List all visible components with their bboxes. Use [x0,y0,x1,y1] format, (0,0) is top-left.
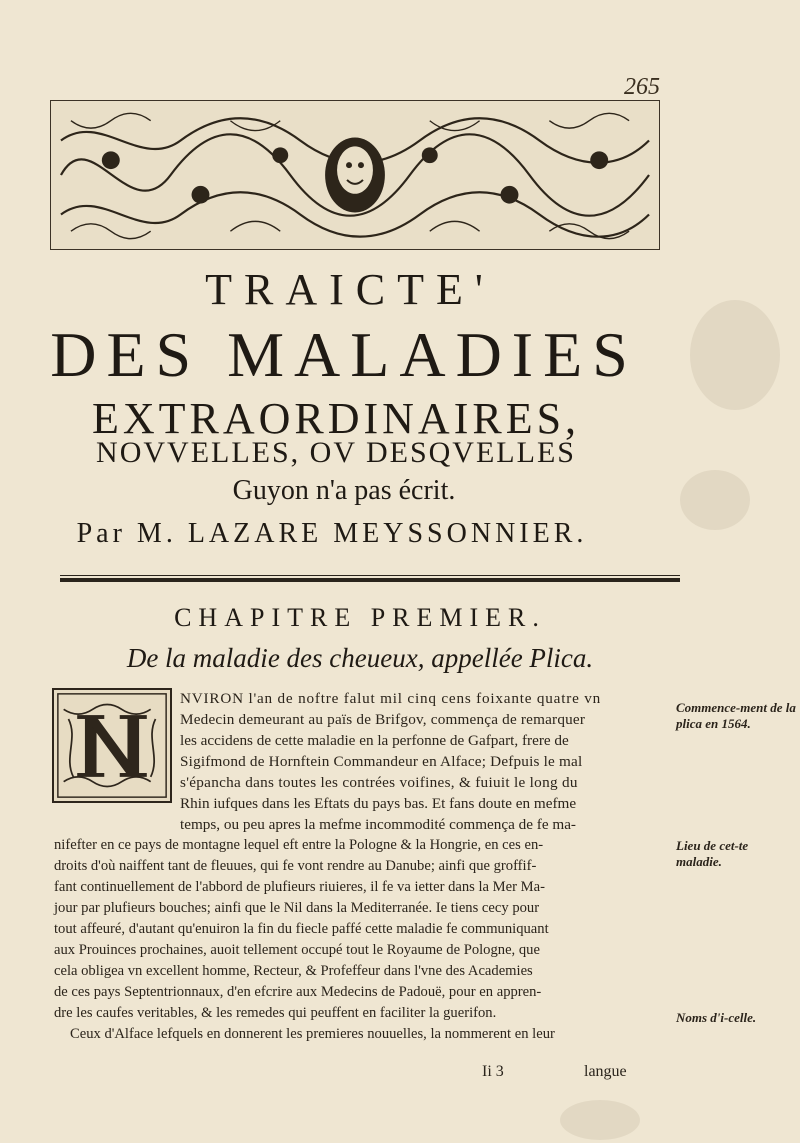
title-line: Guyon n'a pas écrit. [232,475,456,506]
title-line: NOVVELLES, OV DESQVELLES [96,436,576,469]
margin-note: Noms d'i-celle. [676,1010,757,1025]
author-line: Par M. LAZARE MEYSSONNIER. [76,518,588,549]
title-line: EXTRAORDINAIRES, [91,394,581,443]
text-line: dre les caufes veritables, & les remedes qui peuffent en faciliter la guerifon. [54,1005,497,1021]
margin-note: Commence-ment de la plica en 1564. [676,700,796,731]
text-line: NVIRON l'an de noftre falut mil cinq cens foixante quatre vn [180,690,602,707]
text-line: s'épancha dans toutes les contrées voifines, & fuiuit le long du [180,774,578,791]
text-line: tout affeuré, d'autant qu'enuiron la fin du fiecle paffé cette maladie fe communiquant [54,921,549,937]
paper-stain [690,300,780,410]
title-line: DES MALADIES [50,319,638,390]
title-line: TRAICTE' [205,265,495,314]
text-line: nifefter en ce pays de montagne lequel eft entre la Pologne & la Hongrie, en ces en- [54,837,544,853]
signature-mark: Ii 3 [482,1063,504,1080]
text-line: les accidens de cette maladie en la perfonne de Gafpart, frere de [180,732,569,749]
margin-note: Lieu de cet-te maladie. [676,838,749,869]
text-line: temps, ou peu apres la mefme incommodité commença de fe ma- [180,816,576,833]
catchword: langue [584,1063,627,1080]
text-line: fant continuellement de l'abbord de plufieurs riuieres, il fe va ietter dans la Mer Ma- [54,879,545,895]
page-number: 265 [624,74,660,100]
text-line: droits d'où naiffent tant de fleuues, qui fe vont rendre au Danube; ainfi que groffif- [54,858,537,874]
text-line: cela obligea vn excellent homme, Recteur, & Profeffeur dans l'vne des Academies [54,963,533,979]
text-line: de ces pays Septentrionnaux, d'en efcrire aux Medecins de Padouë, pour en appren- [54,984,542,1000]
text-line: Ceux d'Alface lefquels en donnerent les premieres nouuelles, la nommerent en leur [70,1026,555,1042]
text-line: Medecin demeurant au païs de Brifgov, commença de remarquer [180,711,586,728]
text-line: Sigifmond de Hornftein Commandeur en Alface; Defpuis le mal [180,753,583,770]
page-footer [0,1063,700,1087]
chapter-heading: CHAPITRE PREMIER. [174,603,546,632]
text-line: jour par plufieurs bouches; ainfi que le Nil dans la Mediterranée. Ie tiens cecy pour [54,900,540,916]
text-line: aux Prouinces prochaines, auoit tellement occupé tout le Royaume de Pologne, que [54,942,540,958]
chapter-subtitle-text: De la maladie des cheueux, appellée Plica. [126,643,594,673]
text-line: Rhin iufques dans les Eftats du pays bas. Et fans doute en mefme [180,795,577,812]
